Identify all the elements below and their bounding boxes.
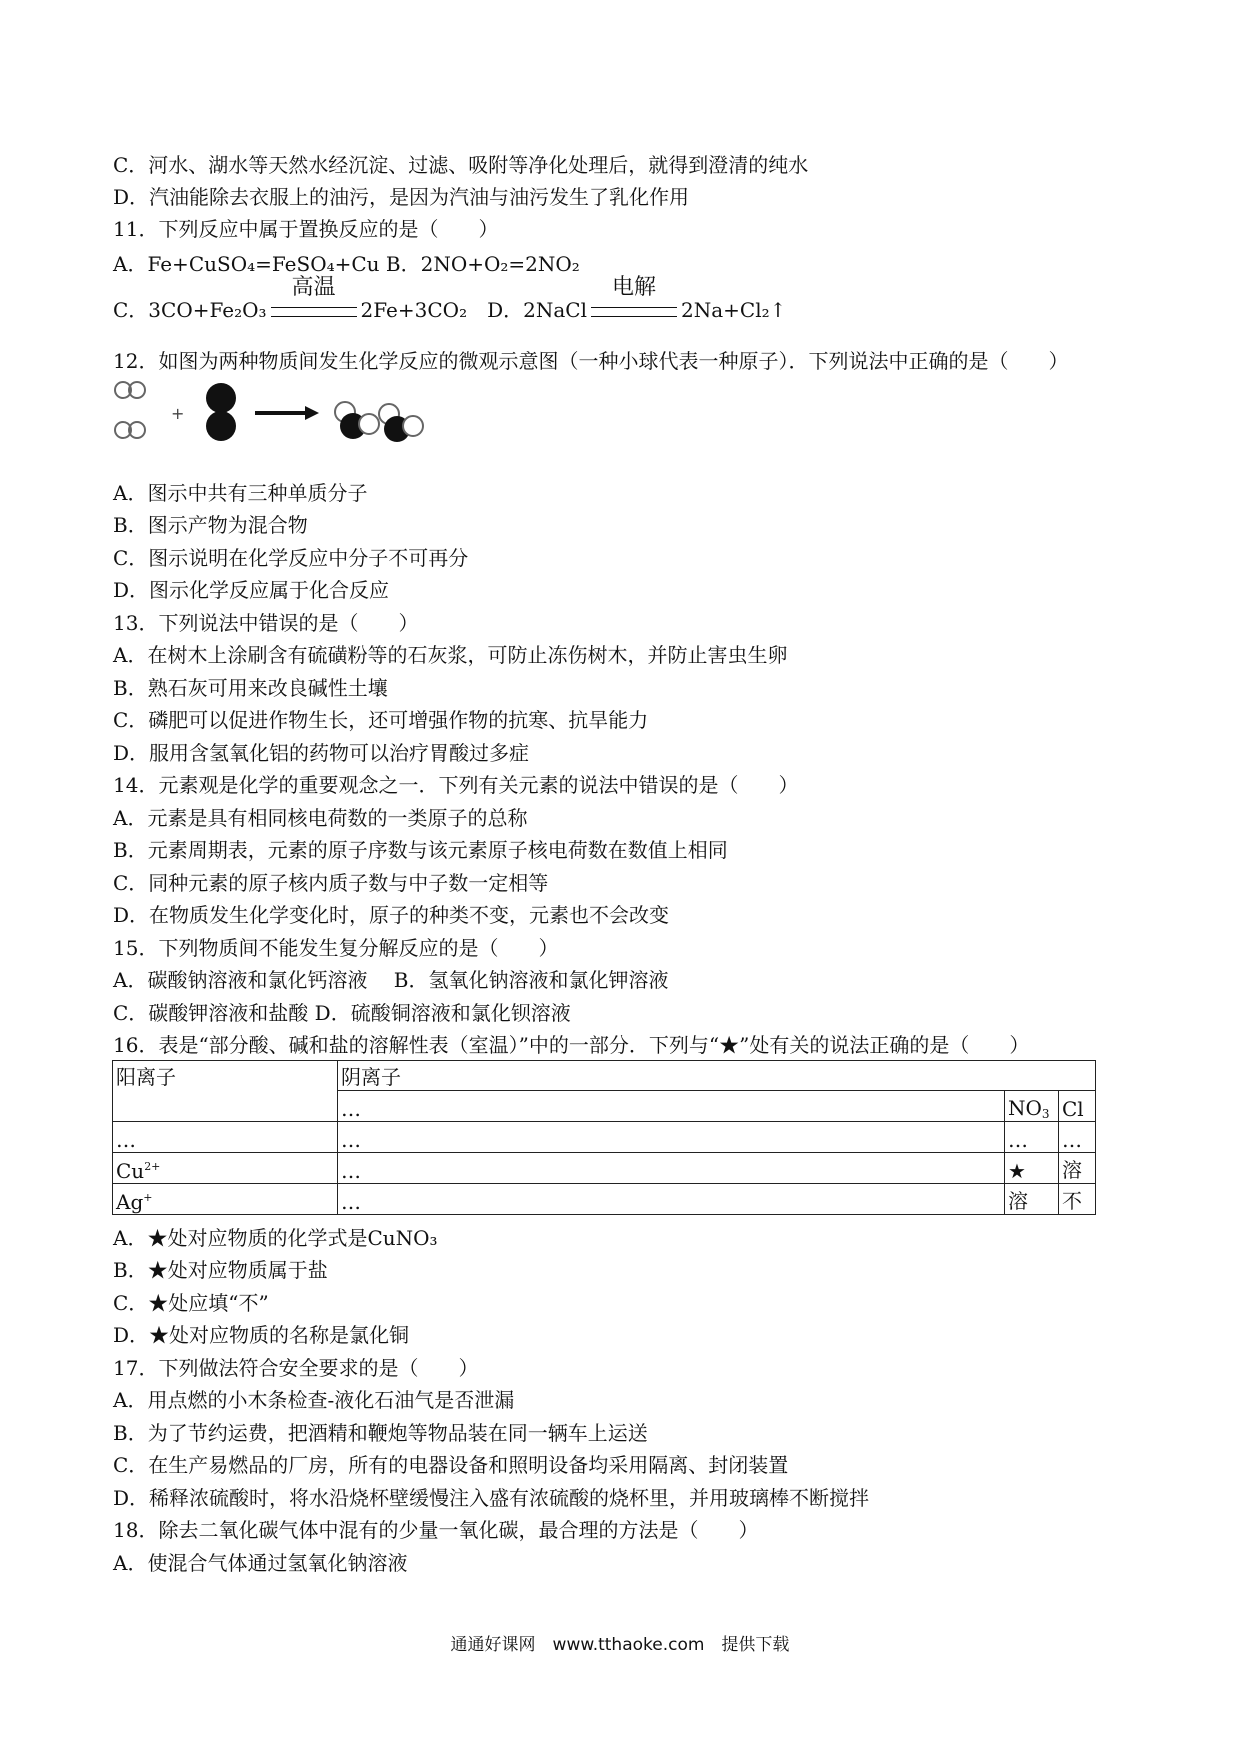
table-cell: … [338,1122,1005,1153]
star-cell: ★ [1005,1153,1059,1184]
table-cell-ag [113,1184,338,1215]
table-row [113,1061,1096,1091]
equation-line [113,275,787,323]
option-text: C．同种元素的原子核内质子数与中子数一定相等 [113,871,549,895]
option-text: C．图示说明在化学反应中分子不可再分 [113,546,469,570]
question-stem: 17．下列做法符合安全要求的是（ ） [113,1356,479,1380]
table-row [113,1153,1096,1184]
question-stem: 15．下列物质间不能发生复分解反应的是（ ） [113,936,559,960]
ion-label: Cu [116,1159,145,1183]
double-line-icon [271,307,357,317]
molecule-diagram [113,376,433,456]
option-text: D．在物质发生化学变化时，原子的种类不变，元素也不会改变 [113,903,670,927]
question-stem: 11．下列反应中属于置换反应的是（ ） [113,217,499,241]
option-text: B．熟石灰可用来改良碱性土壤 [113,676,388,700]
option-text: C．磷肥可以促进作物生长，还可增强作物的抗寒、抗旱能力 [113,708,649,732]
ion-charge: + [143,1191,153,1204]
option-text: D．汽油能除去衣服上的油污，是因为汽油与油污发生了乳化作用 [113,185,690,209]
ion-label: NO [1008,1096,1042,1120]
table-row [113,1184,1096,1215]
option-text: C．在生产易燃品的厂房，所有的电器设备和照明设备均采用隔离、封闭装置 [113,1453,789,1477]
double-line-icon [591,307,677,317]
option-text: B．图示产物为混合物 [113,513,308,537]
equation-left: C．3CO+Fe₂O₃ [113,298,267,322]
table-row [113,1122,1096,1153]
question-stem: 13．下列说法中错误的是（ ） [113,611,419,635]
table-cell: … [338,1153,1005,1184]
table-cell: … [113,1122,338,1153]
option-text: D．★处对应物质的名称是氯化铜 [113,1323,410,1347]
header-anion: 阴离子 [338,1061,1096,1091]
header-cation: 阳离子 [113,1061,338,1122]
question-stem: 16．表是“部分酸、碱和盐的溶解性表（室温）”中的一部分．下列与“★”处有关的说法正确的是（ ） [113,1033,1030,1057]
question-stem: 14．元素观是化学的重要观念之一．下列有关元素的说法中错误的是（ ） [113,773,799,797]
equation-right: 2Na+Cl₂↑ [680,298,787,322]
option-text: D．图示化学反应属于化合反应 [113,578,390,602]
option-text: A．碳酸钠溶液和氯化钙溶液 B．氢氧化钠溶液和氯化钾溶液 [113,968,669,992]
table-cell: 溶 [1059,1153,1096,1184]
table-cell-cu [113,1153,338,1184]
page-footer: 通通好课网 www.tthaoke.com 提供下载 [450,1635,790,1655]
option-text: A．元素是具有相同核电荷数的一类原子的总称 [113,806,528,830]
option-text: D．稀释浓硫酸时，将水沿烧杯壁缓慢注入盛有浓硫酸的烧杯里，并用玻璃棒不断搅拌 [113,1486,870,1510]
ion-label: Ag [116,1190,144,1214]
option-text: B．元素周期表，元素的原子序数与该元素原子核电荷数在数值上相同 [113,838,728,862]
svg-text:+: + [171,404,185,423]
condition-label: 高温 [291,275,336,300]
table-cell: … [338,1184,1005,1215]
table-cell: … [338,1091,1005,1122]
option-text: A．Fe+CuSO₄=FeSO₄+Cu B．2NO+O₂=2NO₂ [113,252,580,276]
option-text: D．服用含氢氧化铝的药物可以治疗胃酸过多症 [113,741,530,765]
option-text: C．★处应填“不” [113,1291,269,1315]
reaction-condition [269,275,359,323]
option-text: A．在树木上涂刷含有硫磺粉等的石灰浆，可防止冻伤树木，并防止害虫生卵 [113,643,788,667]
question-stem: 12．如图为两种物质间发生化学反应的微观示意图（一种小球代表一种原子）．下列说法中正确的是（ ） [113,349,1069,373]
option-text: A．图示中共有三种单质分子 [113,481,368,505]
table-cell: 溶 [1005,1184,1059,1215]
option-text: B．★处对应物质属于盐 [113,1258,328,1282]
reaction-condition [589,275,679,323]
option-text: A．使混合气体通过氢氧化钠溶液 [113,1551,408,1575]
option-text: A．★处对应物质的化学式是CuNO₃ [113,1226,438,1250]
table-cell: … [1005,1122,1059,1153]
table-cell-no3 [1005,1091,1059,1122]
table-cell-cl: Cl [1059,1091,1096,1122]
table-cell: 不 [1059,1184,1096,1215]
ion-charge: 2+ [144,1160,161,1173]
table-cell: … [1059,1122,1096,1153]
question-stem: 18．除去二氧化碳气体中混有的少量一氧化碳，最合理的方法是（ ） [113,1518,759,1542]
solubility-table [112,1060,1096,1215]
condition-label: 电解 [611,275,656,300]
ion-subscript: 3 [1041,1107,1050,1121]
option-text: C．碳酸钾溶液和盐酸 D．硫酸铜溶液和氯化钡溶液 [113,1001,571,1025]
option-text: C．河水、湖水等天然水经沉淀、过滤、吸附等净化处理后，就得到澄清的纯水 [113,153,809,177]
option-text: B．为了节约运费，把酒精和鞭炮等物品装在同一辆车上运送 [113,1421,648,1445]
equation-right: 2Fe+3CO₂ D．2NaCl [360,298,587,322]
option-text: A．用点燃的小木条检查-液化石油气是否泄漏 [113,1388,515,1412]
